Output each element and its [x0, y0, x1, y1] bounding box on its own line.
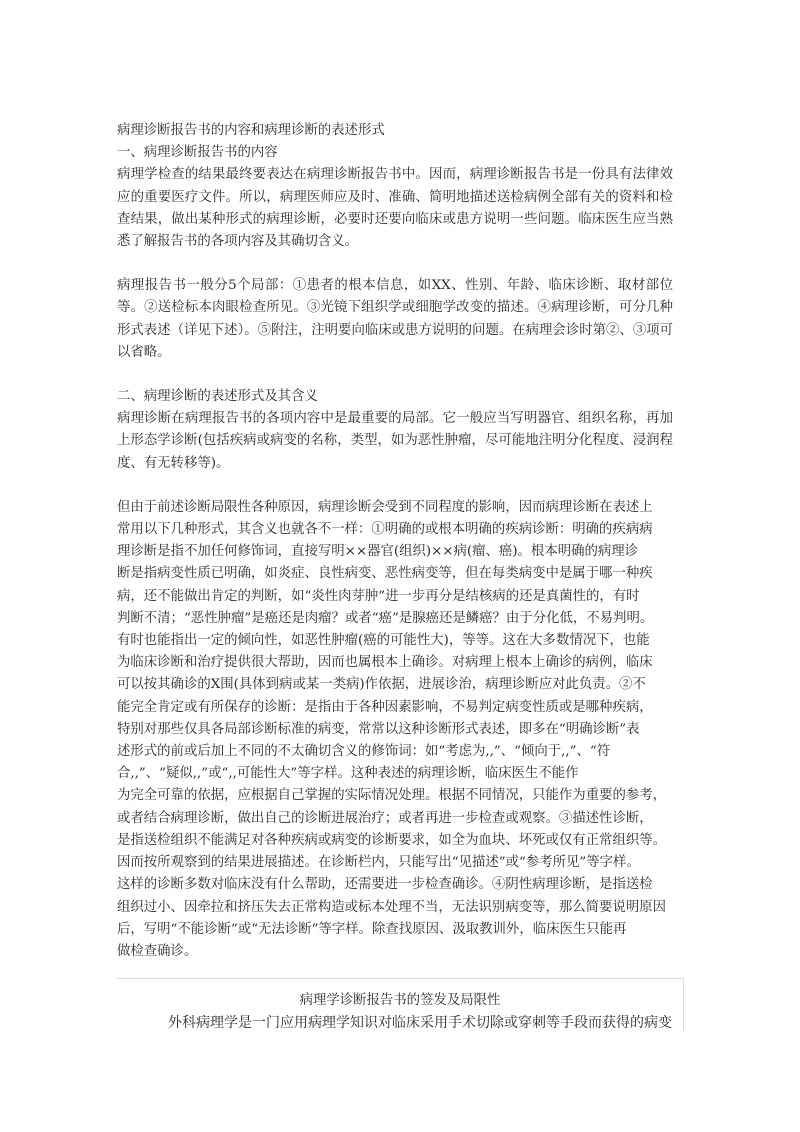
text-line: 特别对那些仅具各局部诊断标准的病变，常常以这种诊断形式表述，即多在“明确诊断”表 — [117, 721, 640, 737]
paragraph-diagnosis-content: 病理诊断在病理报告书的各项内容中是最重要的局部。它一般应当写明器官、组织名称，再加上形态学诊断(包括疾病或病变的名称，类型，如为恶性肿瘤，尽可能地注明分化程度、浸润程度、有无转移等)。 — [117, 411, 673, 471]
text-line: 断是指病变性质已明确，如炎症、良性病变、恶性病变等，但在每类病变中是属于哪一种疾 — [117, 566, 653, 582]
footer-section-title: 病理学诊断报告书的签发及局限性 — [299, 993, 501, 1008]
section-heading-2: 二、病理诊断的表述形式及其含义 — [117, 389, 318, 405]
text-line: 病，还不能做出肯定的判断，如“炎性肉芽肿”进一步再分是结核病的还是真菌性的，有时 — [117, 588, 640, 604]
paragraph-report-parts: 病理报告书一般分5个局部：①患者的根本信息，如XX、性别、年龄、临床诊断、取材部位等。②送检标本肉眼检查所见。③光镜下组织学或细胞学改变的描述。④病理诊断，可分几种形式表述（详见下述）。⑤附注，注明要向临床或患方说明的问题。在病理会诊时第②、③项可以省略。 — [117, 278, 673, 360]
text-line: 为完全可靠的依据，应根据自己掌握的实际情况处理。根据不同情况，只能作为重要的参考， — [117, 788, 667, 804]
text-line: 或者结合病理诊断，做出自己的诊断进展治疗；或者再进一步检查或观察。③描述性诊断， — [117, 810, 653, 826]
text-line: 是指送检组织不能满足对各种疾病或病变的诊断要求，如全为血块、坏死或仅有正常组织等。 — [117, 832, 667, 848]
text-line: 可以按其确诊的X围(具体到病或某一类病)作依据，进展诊治，病理诊断应对此负责。②不 — [117, 677, 646, 693]
document-body — [117, 120, 673, 963]
paragraph-gap — [117, 475, 673, 497]
footer-section-text: 外科病理学是一门应用病理学知识对临床采用手术切除或穿刺等手段而获得的病变 — [168, 1015, 672, 1031]
text-line: 述形式的前或后加上不同的不太确切含义的修饰词：如“考虑为,,”、“倾向于,,”、“符 — [117, 744, 611, 760]
text-line: 这样的诊断多数对临床没有什么帮助，还需要进一步检查确诊。④阴性病理诊断，是指送检 — [117, 877, 653, 893]
text-line: 为临床诊断和治疗提供很大帮助，因而也属根本上确诊。对病理上根本上确诊的病例，临床 — [117, 655, 653, 671]
document-title: 病理诊断报告书的内容和病理诊断的表述形式 — [117, 123, 385, 138]
paragraph-gap — [117, 253, 673, 275]
paragraph-intro: 病理学检查的结果最终要表达在病理诊断报告书中。因而，病理诊断报告书是一份具有法律效应的重要医疗文件。所以，病理医师应及时、准确、简明地描述送检病例全部有关的资料和检查结果，做出某种形式的病理诊断，必要时还要向临床或患方说明一些问题。临床医生应当熟悉了解报告书的各项内容及其确切含义。 — [117, 167, 673, 250]
section-divider — [117, 978, 683, 979]
text-line: 理诊断是指不加任何修饰词，直接写明××器官(组织)××病(瘤、癌)。根本明确的病理诊 — [117, 544, 639, 560]
text-line: 判断不清；“恶性肿瘤”是癌还是肉瘤？或者“癌”是腺癌还是鳞癌？由于分化低，不易判明。 — [117, 610, 654, 626]
text-line: 后，写明“不能诊断”或“无法诊断”等字样。除查找原因、汲取教训外，临床医生只能再 — [117, 921, 627, 937]
box-right-border — [683, 978, 684, 1030]
text-line: 因而按所观察到的结果进展描述。在诊断栏内，只能写出“见描述”或“参考所见”等字样。 — [117, 855, 640, 871]
section-heading-1: 一、病理诊断报告书的内容 — [117, 145, 278, 161]
text-line: 组织过小、因牵拉和挤压失去正常构造或标本处理不当，无法识别病变等，那么简要说明原因 — [117, 899, 667, 915]
paragraph-diagnosis-forms — [117, 497, 673, 963]
text-line: 做检查确诊。 — [117, 943, 198, 959]
text-line: 有时也能指出一定的倾向性，如恶性肿瘤(癌的可能性大)，等等。这在大多数情况下，也能 — [117, 633, 650, 649]
text-line: 能完全肯定或有所保存的诊断：是指由于各种因素影响，不易判定病变性质或是哪种疾病， — [117, 699, 653, 715]
text-line: 但由于前述诊断局限性各种原因，病理诊断会受到不同程度的影响，因而病理诊断在表述上 — [117, 499, 653, 515]
text-line: 常用以下几种形式，其含义也就各不一样：①明确的或根本明确的疾病诊断：明确的疾病病 — [117, 522, 653, 538]
paragraph-gap — [117, 364, 673, 386]
text-line: 合,,”、“疑似,,”或“,,可能性大”等字样。这种表述的病理诊断，临床医生不能作 — [117, 766, 579, 782]
